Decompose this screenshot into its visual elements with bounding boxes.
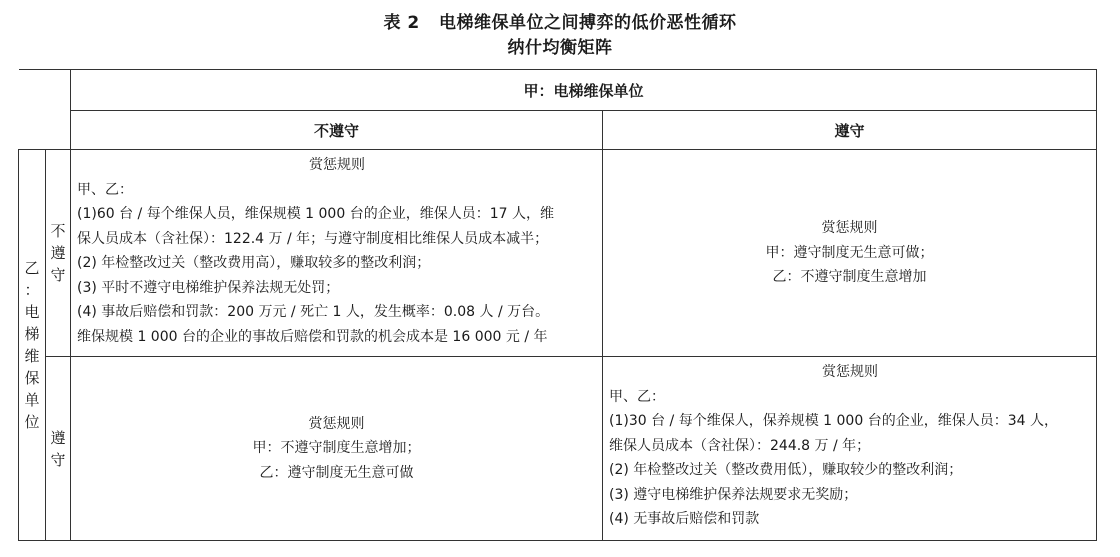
cell-title: 赏惩规则: [821, 220, 878, 237]
row-noncomply: [19, 150, 1097, 357]
corner-cell: [19, 70, 71, 150]
table-title: 表 2 电梯维保单位之间搏弈的低价恶性循环: [383, 13, 737, 33]
row-header-char: 守: [50, 450, 66, 469]
player-b-char: 单: [24, 391, 40, 409]
cell-line: (3) 平时不遵守电梯维护保养法规无处罚；: [77, 279, 340, 296]
cell-line: (1)60 台 / 每个维保人员，维保规模 1 000 台的企业，维保人员：17 人，维: [77, 206, 554, 222]
player-b-char: ：: [24, 281, 40, 299]
cell-comply-noncomply: [71, 357, 603, 541]
row-header-char: 不: [50, 222, 66, 240]
row-header-comply: [46, 357, 71, 541]
cell-line: 乙：遵守制度无生意可做: [259, 464, 414, 481]
row-header-char: 遵: [50, 244, 66, 262]
row-header-char: 遵: [50, 428, 66, 447]
col-header-noncomply: 不遵守: [71, 111, 603, 150]
nash-matrix-table: [18, 69, 1097, 541]
row-header-char: 守: [50, 266, 66, 284]
player-b-label: [19, 150, 46, 541]
cell-noncomply-comply: [603, 150, 1097, 357]
cell-line: 乙：不遵守制度生意增加: [772, 269, 927, 286]
cell-line: 保人员成本（含社保）：122.4 万 / 年；与遵守制度相比维保人员成本减半；: [77, 230, 549, 247]
player-b-char: 乙: [24, 259, 40, 277]
player-a-header: 甲：电梯维保单位: [71, 70, 1097, 111]
col-header-comply: 遵守: [603, 111, 1097, 150]
player-b-char: 电: [24, 303, 40, 321]
cell-line: 甲、乙：: [609, 388, 665, 405]
table-header-row-2: [19, 111, 1097, 150]
cell-line: 维保人员成本（含社保）：244.8 万 / 年；: [609, 437, 871, 454]
player-b-char: 保: [24, 369, 40, 387]
cell-line: (1)30 台 / 每个维保人，保养规模 1 000 台的企业，维保人员：34 人，: [609, 413, 1058, 429]
cell-title: 赏惩规则: [309, 157, 365, 173]
player-b-char: 位: [24, 413, 40, 431]
table-header-row-1: [19, 70, 1097, 111]
row-comply: [19, 357, 1097, 541]
cell-title: 赏惩规则: [822, 364, 878, 380]
cell-line: (4) 无事故后赔偿和罚款: [609, 511, 760, 527]
cell-line: (3) 遵守电梯维护保养法规要求无奖励；: [609, 486, 858, 503]
cell-line: 维保规模 1 000 台的企业的事故后赔偿和罚款的机会成本是 16 000 元 / 年: [77, 328, 548, 345]
cell-line: (2) 年检整改过关（整改费用高），赚取较多的整改利润；: [77, 255, 431, 271]
cell-line: (2) 年检整改过关（整改费用低），赚取较少的整改利润；: [609, 462, 963, 478]
cell-comply-comply: [603, 357, 1097, 541]
cell-line: 甲、乙：: [77, 181, 133, 198]
player-b-char: 维: [24, 347, 40, 365]
cell-line: 甲：遵守制度无生意可做；: [765, 244, 934, 261]
cell-title: 赏惩规则: [308, 415, 365, 432]
cell-line: (4) 事故后赔偿和罚款：200 万元 / 死亡 1 人，发生概率：0.08 人 / 万台。: [77, 304, 550, 320]
row-header-noncomply: [46, 150, 71, 357]
cell-line: 甲：不遵守制度生意增加；: [252, 440, 421, 457]
player-b-char: 梯: [24, 325, 40, 343]
cell-noncomply-noncomply: [71, 150, 603, 357]
table-subtitle: 纳什均衡矩阵: [507, 38, 613, 58]
